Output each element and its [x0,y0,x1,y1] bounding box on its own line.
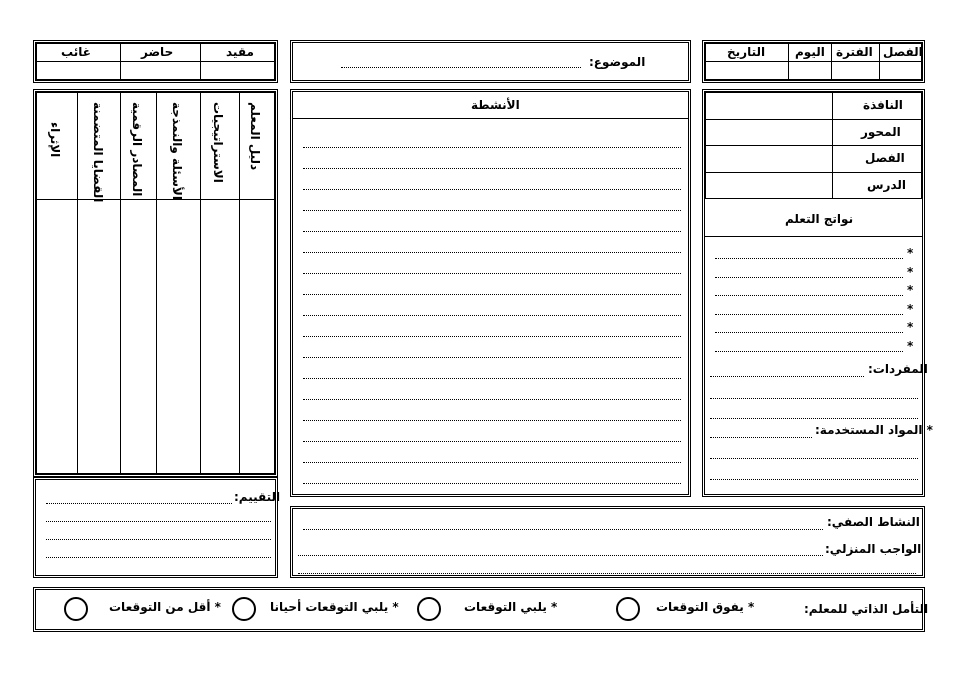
row-window: النافذة [863,98,903,112]
lesson-info-panel [702,89,933,497]
outcome-line[interactable] [715,332,903,333]
learning-outcomes-title: نواتج التعلم [785,212,854,226]
outcome-line[interactable] [715,258,903,259]
vocabulary-label: المفردات: [868,362,928,376]
option-meets-circle[interactable] [417,597,441,621]
option-sometimes: * يلبي التوقعات أحيانا [270,600,399,614]
col-included-issues: القضايا المتضمنة [91,102,105,203]
activity-line[interactable] [303,231,681,232]
col-enrichment: الإثراء [48,122,62,158]
row-chapter: الفصل [865,151,905,165]
row-axis: المحور [861,125,901,139]
activity-line[interactable] [303,378,681,379]
header-present: حاضر [141,45,174,59]
materials-label: * المواد المستخدمة: [815,423,933,437]
outcome-bullet: * [907,301,914,316]
homework-box [290,506,925,578]
option-exceeds: * يفوق التوقعات [656,600,755,614]
header-class: الفصل [883,45,923,59]
col-strategies: الاستراتيجيات [211,102,225,183]
activity-line[interactable] [303,273,681,274]
option-exceeds-circle[interactable] [616,597,640,621]
outcome-bullet: * [907,264,914,279]
option-below-circle[interactable] [64,597,88,621]
outcome-bullet: * [907,320,914,334]
activities-box [290,89,691,497]
activity-line[interactable] [303,252,681,253]
topic-box [290,40,691,83]
activity-line[interactable] [303,210,681,211]
self-reflection-box [33,587,929,632]
header-absent: غائب [61,45,91,59]
header-period: الفترة [836,45,873,59]
activity-line[interactable] [303,147,681,148]
teacher-guide-table [33,89,278,477]
header-day: اليوم [795,45,825,59]
outcome-line[interactable] [715,351,903,352]
evaluation-box [33,477,281,578]
outcome-line[interactable] [715,277,903,278]
outcome-bullet: * [907,246,914,260]
col-questions-modeling: الأسئلة والنمذجة [170,102,184,200]
col-teacher-guide: دليل المعلم [248,102,262,171]
info-table [702,40,925,83]
activity-line[interactable] [303,483,681,484]
outcome-bullet: * [907,338,914,353]
activity-line[interactable] [303,315,681,316]
topic-line[interactable] [341,67,581,68]
header-registered: مقيد [226,45,254,59]
outcome-line[interactable] [715,314,903,315]
col-digital-resources: المصادر الرقمية [130,102,144,197]
homework-label: الواجب المنزلي: [825,542,922,556]
header-date: التاريخ [727,45,766,59]
evaluation-label: التقييم: [234,490,281,504]
activity-line[interactable] [303,441,681,442]
option-meets: * يلبي التوقعات [464,600,558,614]
outcome-line[interactable] [715,295,903,296]
outcome-bullet: * [907,283,914,297]
activity-line[interactable] [303,168,681,169]
topic-label: الموضوع: [589,55,646,69]
activity-line[interactable] [303,420,681,421]
activity-line[interactable] [303,462,681,463]
activities-title: الأنشطة [471,98,520,112]
activity-line[interactable] [303,189,681,190]
activity-line[interactable] [303,336,681,337]
attendance-table [33,40,278,83]
option-sometimes-circle[interactable] [232,597,256,621]
activity-line[interactable] [303,399,681,400]
option-below: * أقل من التوقعات [109,600,221,614]
activity-line[interactable] [303,357,681,358]
class-activity-label: النشاط الصفي: [827,515,920,529]
row-lesson: الدرس [867,178,907,192]
activity-line[interactable] [303,294,681,295]
reflection-label: التأمل الذاتي للمعلم: [804,602,929,616]
